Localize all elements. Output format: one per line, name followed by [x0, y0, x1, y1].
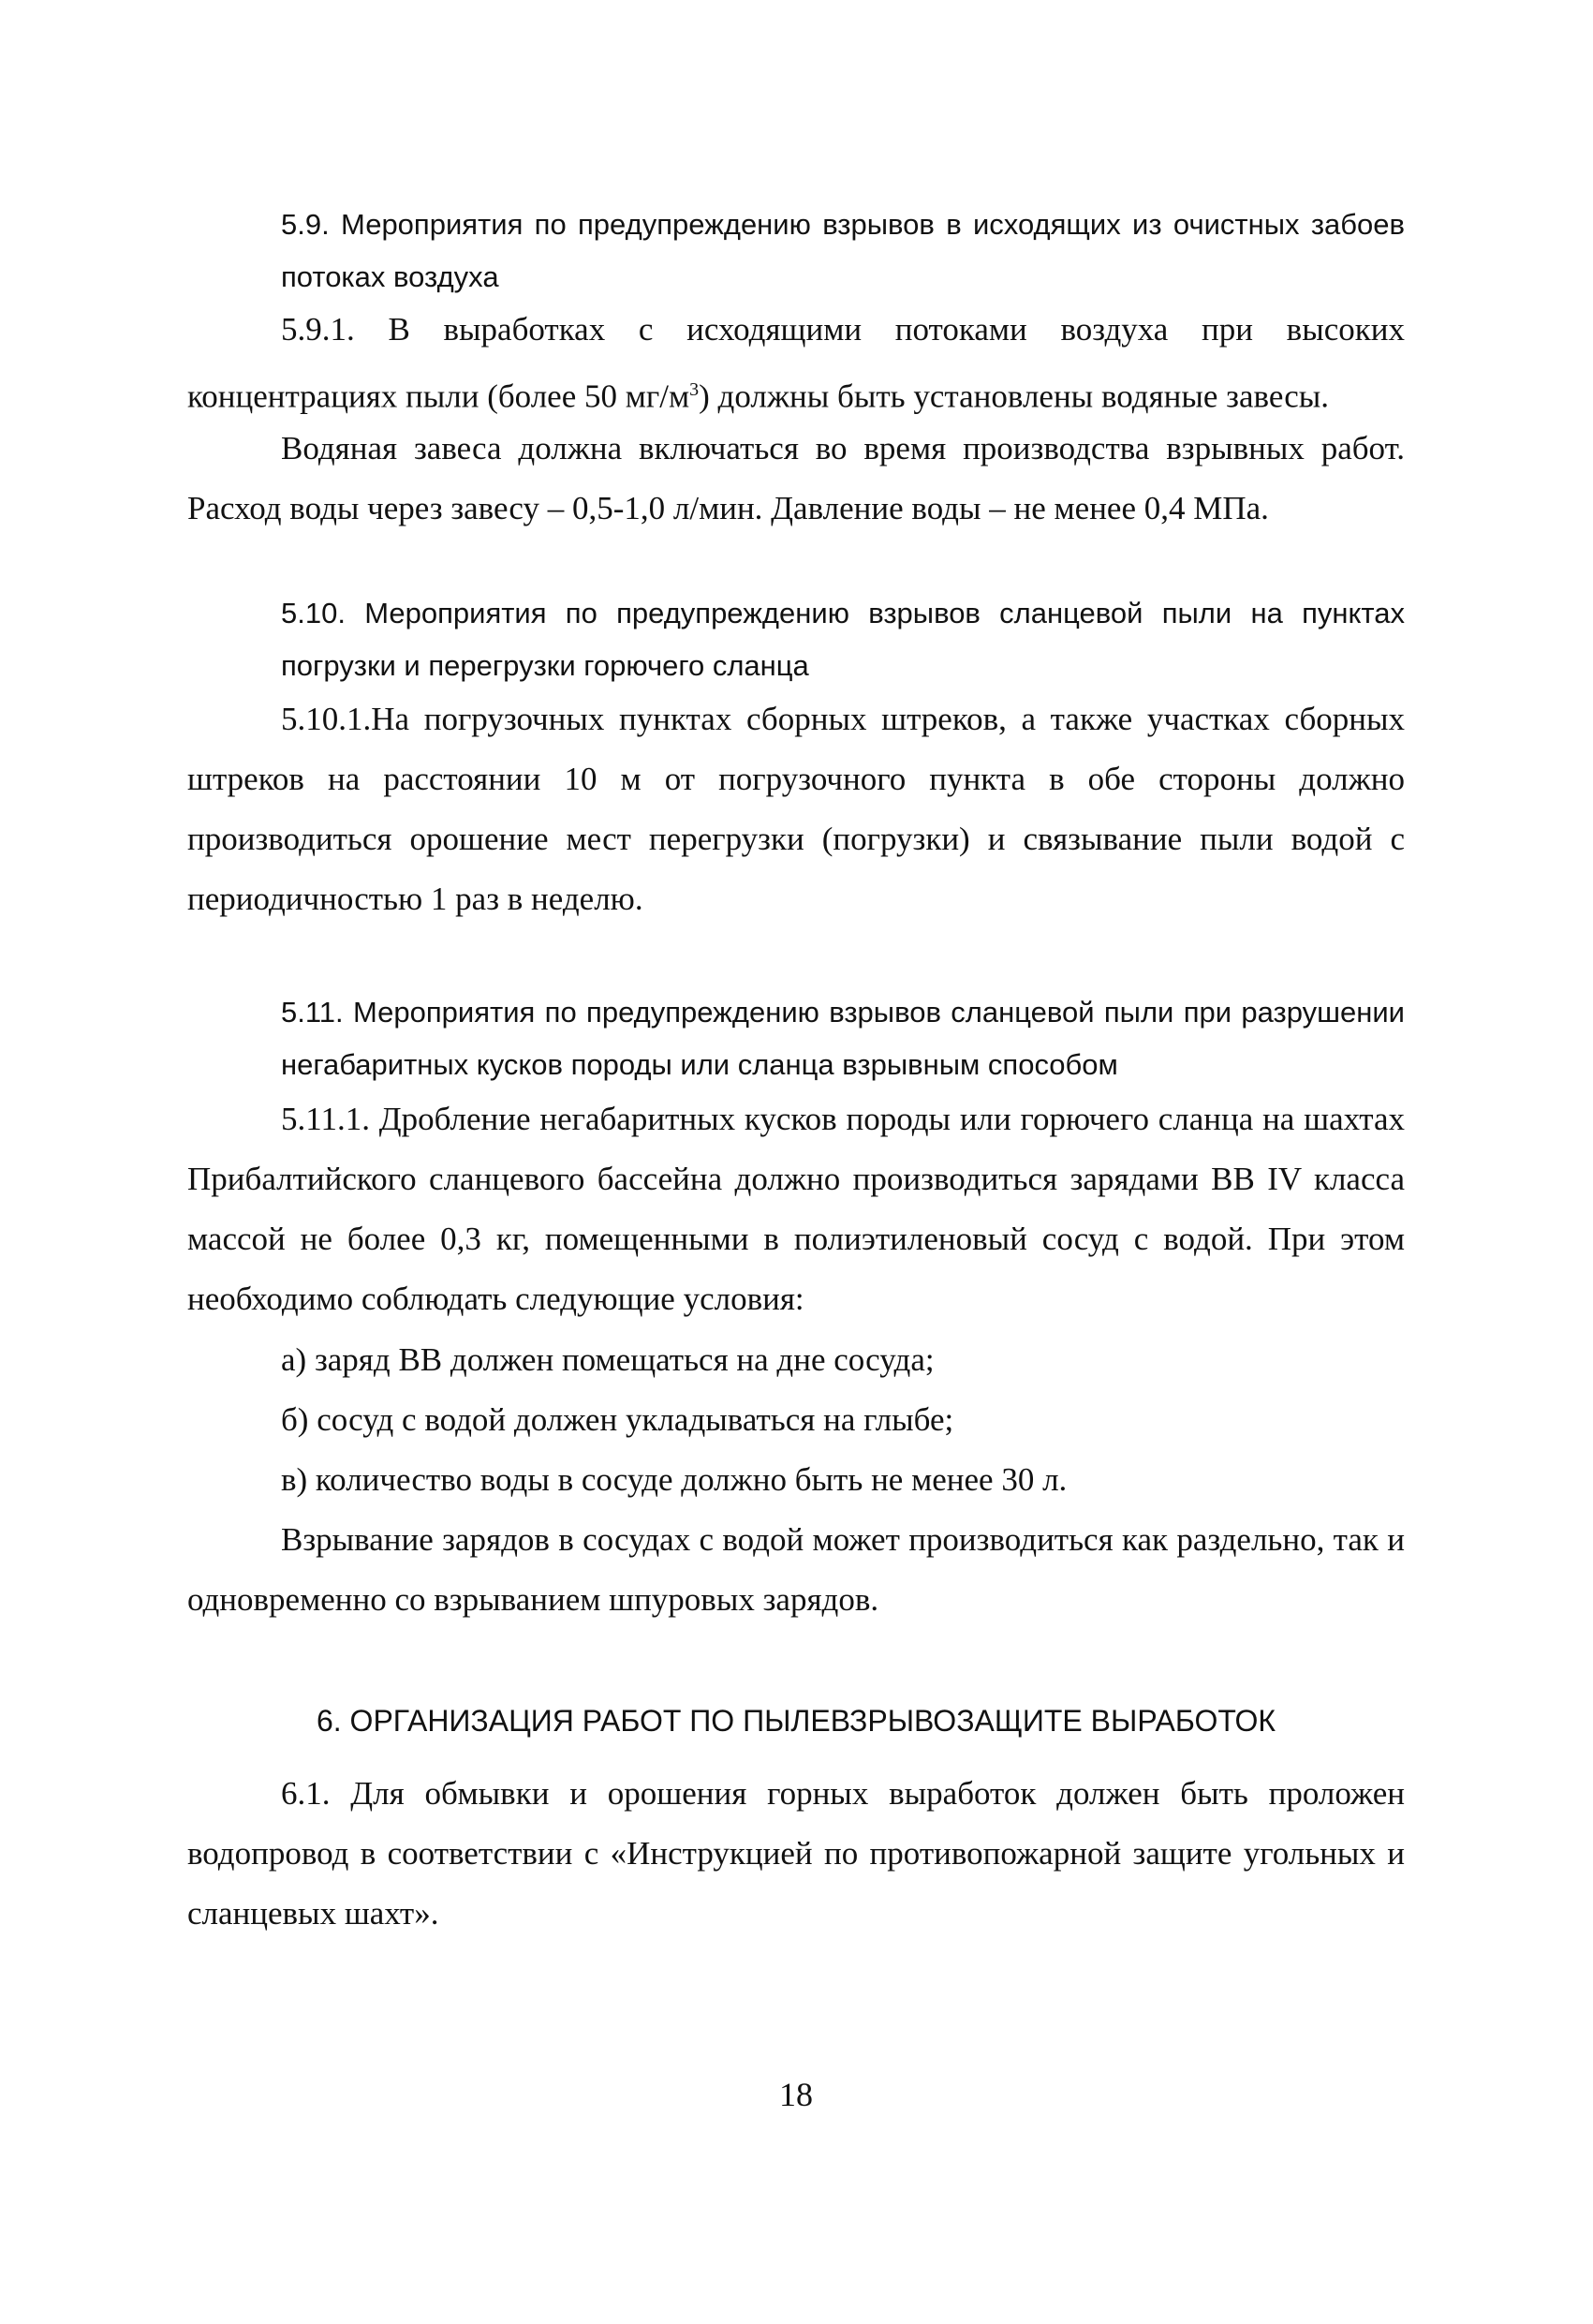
superscript: 3 — [689, 379, 700, 400]
section-6-title: 6. ОРГАНИЗАЦИЯ РАБОТ ПО ПЫЛЕВЗРЫВОЗАЩИТЕ ВЫРАБОТОК — [316, 1704, 1276, 1738]
paragraph-5-9-1 — [187, 300, 1405, 427]
condition-item-a: а) заряд ВВ должен помещаться на дне сосуда; — [281, 1341, 935, 1378]
paragraph-6-1: 6.1. Для обмывки и орошения горных выработок должен быть проложен водопровод в соответствии с «Инструкцией по противопожарной защите угольных и сланцевых шахт». — [187, 1775, 1405, 1932]
condition-item-b: б) сосуд с водой должен укладываться на глыбе; — [281, 1401, 954, 1438]
paragraph-5-10-1: 5.10.1.На погрузочных пунктах сборных штреков, а также участках сборных штреков на расстоянии 10 м от погрузочного пункта в обе стороны должно производиться орошение мест перегрузки (погрузки) и связывание пыли водой с периодичностью 1 раз в неделю. — [187, 701, 1405, 917]
paragraph-5-11-blasting: Взрывание зарядов в сосудах с водой может производиться как раздельно, так и одновременно со взрыванием шпуровых зарядов. — [187, 1521, 1405, 1618]
paragraph-5-11-1: 5.11.1. Дробление негабаритных кусков породы или горючего сланца на шахтах Прибалтийского сланцевого бассейна должно производиться зарядами ВВ IV класса массой не более 0,3 кг, помещенными в полиэтиленовый сосуд с водой. При этом необходимо соблюдать следующие условия: — [187, 1101, 1405, 1317]
heading-5-10: 5.10. Мероприятия по предупреждению взрывов сланцевой пыли на пунктах погрузки и перегрузки горючего сланца — [281, 597, 1405, 682]
paragraph-5-9-1-text-b: ) должны быть установлены водяные завесы. — [699, 377, 1330, 415]
paragraph-5-9-water-curtain: Водяная завеса должна включаться во время производства взрывных работ. Расход воды через завесу – 0,5-1,0 л/мин. Давление воды – не менее 0,4 МПа. — [187, 430, 1405, 526]
condition-item-c: в) количество воды в сосуде должно быть не менее 30 л. — [281, 1461, 1068, 1498]
page-number: 18 — [779, 2076, 813, 2113]
heading-5-11: 5.11. Мероприятия по предупреждению взрывов сланцевой пыли при разрушении негабаритных кусков породы или сланца взрывным способом — [281, 996, 1405, 1081]
paragraph-5-9-1-text-a: 5.9.1. В выработках с исходящими потоками воздуха при высоких концентрациях пыли (более 50 мг/м — [187, 311, 1405, 415]
heading-5-9: 5.9. Мероприятия по предупреждению взрывов в исходящих из очистных забоев потоках воздуха — [281, 208, 1405, 293]
